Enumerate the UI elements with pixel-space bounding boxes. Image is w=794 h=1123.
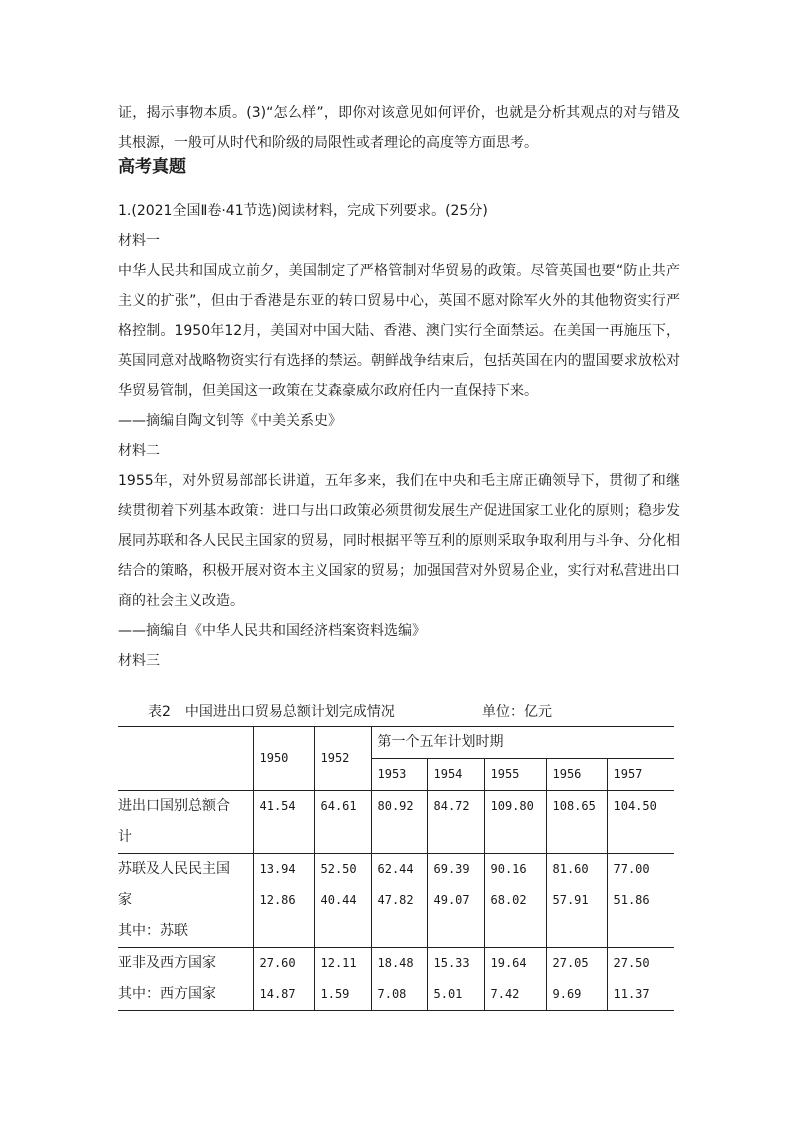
row-header	[118, 791, 253, 854]
value-cell	[427, 854, 484, 948]
question-block	[118, 196, 680, 676]
value-line: 27.05	[552, 956, 589, 970]
question-prompt: 1.(2021全国Ⅱ卷·41节选)阅读材料，完成下列要求。(25分)	[118, 203, 488, 219]
table-row-total	[118, 791, 674, 854]
value-line: 11.37	[613, 987, 650, 1001]
value-cell	[253, 948, 314, 1011]
value-cell: 104.50	[607, 791, 674, 854]
intro-paragraph: 证，揭示事物本质。(3)“怎么样”，即你对该意见如何评价，也就是分析其观点的对与错及其根源，一般可从时代和阶级的局限性或者理论的高度等方面思考。	[118, 105, 680, 151]
value-cell: 80.92	[371, 791, 427, 854]
table-caption: 表2 中国进出口贸易总额计划完成情况	[148, 704, 395, 720]
value-cell	[371, 948, 427, 1011]
material2-source: ——摘编自《中华人民共和国经济档案资料选编》	[118, 623, 426, 639]
value-line: 68.02	[490, 893, 527, 907]
value-line: 27.50	[613, 956, 650, 970]
header-year-cell: 1954	[427, 759, 484, 791]
row-header-line: 家	[118, 892, 132, 908]
value-line: 19.64	[490, 956, 527, 970]
value-cell	[607, 948, 674, 1011]
table-caption-row	[148, 697, 668, 727]
value-cell	[253, 854, 314, 948]
value-line: 49.07	[433, 893, 470, 907]
material2-label: 材料二	[118, 443, 160, 459]
value-line: 9.69	[552, 987, 582, 1001]
value-line: 1.59	[320, 987, 350, 1001]
row-header-line: 其中：西方国家	[118, 986, 216, 1002]
value-line: 57.91	[552, 893, 589, 907]
row-header-line: 亚非及西方国家	[118, 955, 216, 971]
value-line: 5.01	[433, 987, 463, 1001]
row-header-line: 进出口国别总额合	[118, 798, 230, 814]
row-header-line: 苏联及人民民主国	[118, 861, 230, 877]
material1-text: 中华人民共和国成立前夕，美国制定了严格管制对华贸易的政策。尽管英国也要“防止共产主义的扩张”，但由于香港是东亚的转口贸易中心，英国不愿对除军火外的其他物资实行严格控制。1950年12月，美国对中国大陆、香港、澳门实行全面禁运。在美国一再施压下，英国同意对战略物资实行有选择的禁运。朝鲜战争结束后，包括英国在内的盟国要求放松对华贸易管制，但美国这一政策在艾森豪威尔政府任内一直保持下来。	[118, 263, 680, 399]
value-cell: 84.72	[427, 791, 484, 854]
value-line: 47.82	[377, 893, 414, 907]
value-cell	[607, 854, 674, 948]
trade-table	[118, 726, 674, 1011]
value-cell	[371, 854, 427, 948]
table-header-row	[118, 727, 674, 759]
row-header-line: 计	[118, 829, 132, 845]
header-year-cell: 1955	[484, 759, 546, 791]
value-line: 62.44	[377, 862, 414, 876]
table-corner-cell	[118, 727, 253, 791]
section-title: 高考真题	[118, 157, 186, 177]
row-header-line: 其中：苏联	[118, 923, 188, 939]
value-line: 12.11	[320, 956, 357, 970]
value-line: 13.94	[259, 862, 296, 876]
header-year-cell: 1957	[613, 767, 643, 781]
value-cell	[314, 854, 371, 948]
material3-label: 材料三	[118, 653, 160, 669]
value-line: 7.08	[377, 987, 407, 1001]
value-cell	[314, 948, 371, 1011]
value-line: 77.00	[613, 862, 650, 876]
value-line: 90.16	[490, 862, 527, 876]
row-header	[118, 948, 253, 1011]
header-year-cell: 1952	[314, 727, 371, 791]
intro-paragraph-block	[118, 98, 680, 158]
value-cell: 41.54	[253, 791, 314, 854]
header-year-cell: 1953	[371, 759, 427, 791]
material2-text: 1955年，对外贸易部部长讲道，五年多来，我们在中央和毛主席正确领导下，贯彻了和继续贯彻着下列基本政策：进口与出口政策必须贯彻发展生产促进国家工业化的原则；稳步发展同苏联和各人民民主国家的贸易，同时根据平等互利的原则采取争取利用与斗争、分化相结合的策略，积极开展对资本主义国家的贸易；加强国营对外贸易企业，实行对私营进出口商的社会主义改造。	[118, 473, 680, 609]
value-line: 14.87	[259, 987, 296, 1001]
value-cell: 109.80	[484, 791, 546, 854]
value-cell: 64.61	[314, 791, 371, 854]
plan-period-header: 第一个五年计划时期	[371, 727, 674, 759]
value-line: 69.39	[433, 862, 470, 876]
value-line: 52.50	[320, 862, 357, 876]
material1-label: 材料一	[118, 233, 160, 249]
value-line: 40.44	[320, 893, 357, 907]
value-cell	[546, 948, 607, 1011]
value-line: 81.60	[552, 862, 589, 876]
value-line: 12.86	[259, 893, 296, 907]
row-header	[118, 854, 253, 948]
value-line: 27.60	[259, 956, 296, 970]
material1-source: ——摘编自陶文钊等《中美关系史》	[118, 413, 342, 429]
value-line: 15.33	[433, 956, 470, 970]
table-unit: 单位：亿元	[482, 704, 552, 720]
value-cell	[546, 854, 607, 948]
value-cell	[484, 854, 546, 948]
value-line: 7.42	[490, 987, 520, 1001]
table-row-western	[118, 948, 674, 1011]
value-cell: 108.65	[546, 791, 607, 854]
table-row-soviet	[118, 854, 674, 948]
value-cell	[427, 948, 484, 1011]
header-year-cell: 1950	[253, 727, 314, 791]
value-line: 51.86	[613, 893, 650, 907]
value-line: 18.48	[377, 956, 414, 970]
header-year-cell: 1956	[546, 759, 607, 791]
value-cell	[484, 948, 546, 1011]
